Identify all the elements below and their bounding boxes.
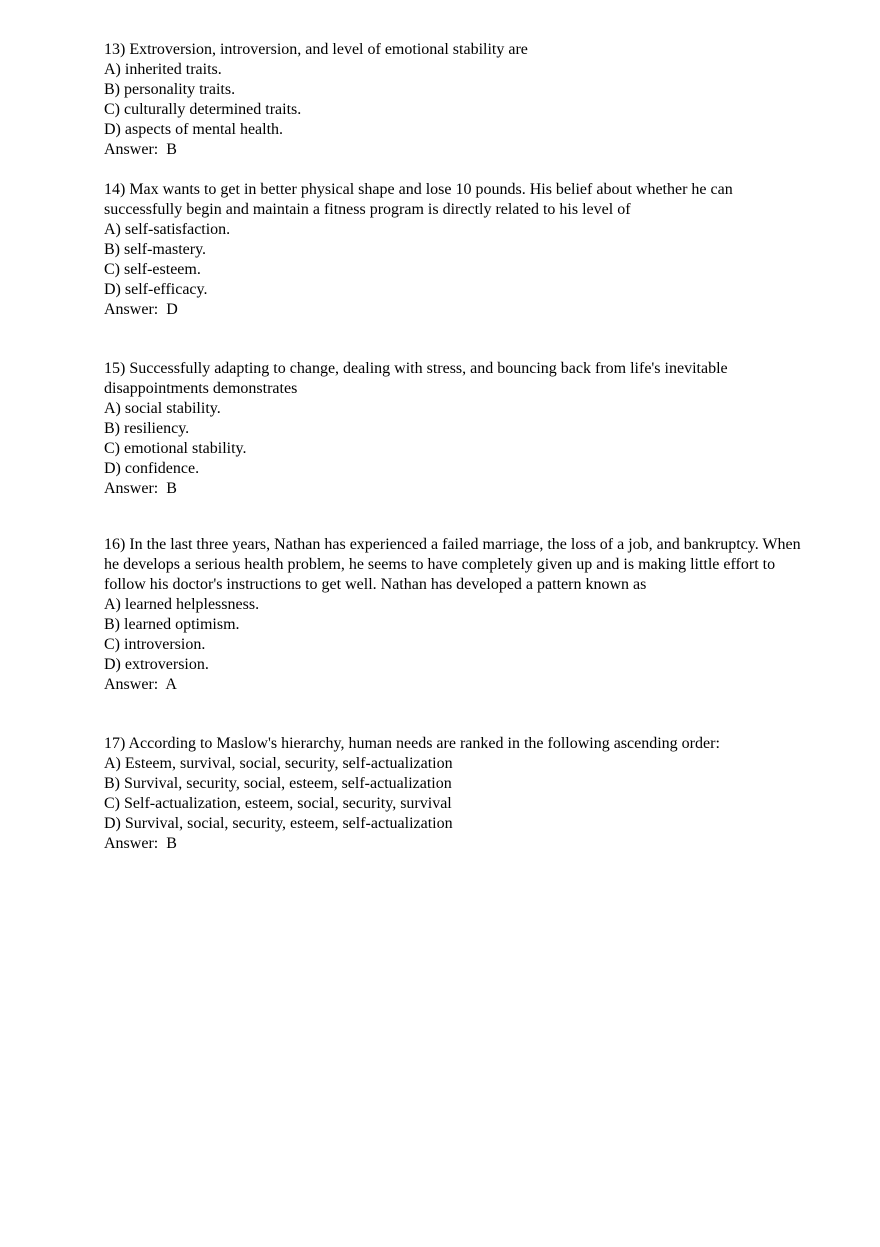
option-b: B) Survival, security, social, esteem, self-actualization	[104, 775, 452, 792]
question-stem: 15) Successfully adapting to change, dealing with stress, and bouncing back from life's inevitable disappointments demonstrates	[104, 360, 728, 397]
option-b: B) learned optimism.	[104, 616, 240, 633]
option-a: A) social stability.	[104, 400, 221, 417]
option-c: C) emotional stability.	[104, 440, 247, 457]
option-a: A) Esteem, survival, social, security, self-actualization	[104, 755, 453, 772]
option-b: B) personality traits.	[104, 81, 236, 98]
option-a: A) inherited traits.	[104, 61, 222, 78]
option-c: C) self-esteem.	[104, 261, 201, 278]
answer: Answer: D	[104, 301, 178, 318]
option-d: D) extroversion.	[104, 656, 209, 673]
option-d: D) self-efficacy.	[104, 281, 208, 298]
answer: Answer: B	[104, 141, 177, 158]
question-stem: 16) In the last three years, Nathan has experienced a failed marriage, the loss of a job, and bankruptcy. When he develops a serious health problem, he seems to have completely given up and is making little effort to follow his doctor's instructions to get well. Nathan has developed a pattern known as	[104, 536, 801, 593]
option-c: C) Self-actualization, esteem, social, security, survival	[104, 795, 452, 812]
question-stem: 14) Max wants to get in better physical shape and lose 10 pounds. His belief about whether he can successfully begin and maintain a fitness program is directly related to his level of	[104, 181, 733, 218]
answer: Answer: A	[104, 676, 177, 693]
option-d: D) confidence.	[104, 460, 200, 477]
question-17	[104, 734, 804, 854]
option-d: D) aspects of mental health.	[104, 121, 284, 138]
question-15	[104, 359, 804, 499]
question-stem: 17) According to Maslow's hierarchy, human needs are ranked in the following ascending order:	[104, 735, 720, 752]
answer: Answer: B	[104, 480, 177, 497]
option-b: B) self-mastery.	[104, 241, 207, 258]
option-c: C) introversion.	[104, 636, 206, 653]
option-c: C) culturally determined traits.	[104, 101, 302, 118]
answer: Answer: B	[104, 835, 177, 852]
question-16	[104, 535, 804, 695]
option-b: B) resiliency.	[104, 420, 190, 437]
option-a: A) self-satisfaction.	[104, 221, 231, 238]
question-stem: 13) Extroversion, introversion, and level of emotional stability are	[104, 41, 528, 58]
question-14	[104, 180, 804, 320]
option-a: A) learned helplessness.	[104, 596, 260, 613]
question-13	[104, 40, 804, 160]
option-d: D) Survival, social, security, esteem, self-actualization	[104, 815, 453, 832]
